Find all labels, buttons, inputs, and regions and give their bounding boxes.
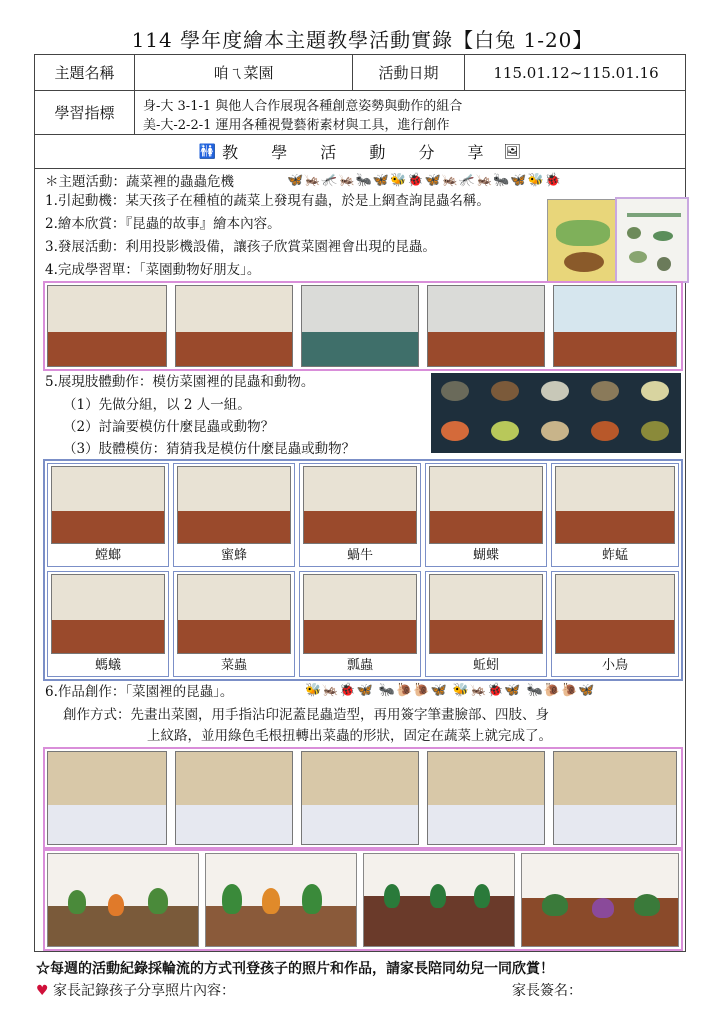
mimic-caption: 蚱蜢: [601, 548, 628, 563]
mimic-cell: [425, 463, 547, 567]
picture-icon: 🖼: [503, 143, 522, 160]
mimic-cell: [47, 463, 169, 567]
artwork-image: [205, 853, 357, 947]
step-1: 1.引起動機：某天孩子在種植的蔬菜上發現有蟲，於是上網查詢昆蟲名稱。: [45, 193, 490, 209]
mimic-cell: [299, 571, 421, 677]
class-photo: [301, 285, 419, 367]
parent-record-line: [36, 980, 235, 1000]
mimic-caption: 小鳥: [601, 658, 628, 673]
creation-photo: [47, 751, 167, 845]
mimic-cell: [425, 571, 547, 677]
heart-icon: ♥: [36, 983, 49, 999]
page-title: 114 學年度繪本主題教學活動實錄【白兔 1-20】: [131, 28, 594, 52]
share-heading: 教 學 活 動 分 享: [222, 143, 498, 162]
parent-sign-label: 家長簽名：: [512, 983, 582, 999]
mimic-cell: [173, 463, 295, 567]
step-5-item: （3）肢體模仿：猜猜我是模仿什麼昆蟲或動物？: [63, 441, 356, 457]
class-photo: [553, 285, 677, 367]
method-line-2: 上紋路，並用綠色毛根扭轉出菜蟲的形狀，固定在蔬菜上就完成了。: [147, 728, 552, 744]
artwork-image: [521, 853, 679, 947]
class-photo: [175, 285, 293, 367]
class-photo: [47, 285, 167, 367]
goals-text: [135, 91, 685, 134]
mimic-cell: [551, 571, 679, 677]
worksheet-image: [615, 197, 689, 283]
mimic-caption: 螞蟻: [94, 658, 121, 673]
insect-emoji-row: 🦋🦗🦟🦗🐜🦋🐝🐞🦋🦗🦟🦗🐜🦋🐝🐞: [287, 173, 562, 188]
mimic-caption: 菜蟲: [220, 658, 247, 673]
mimic-cell: [551, 463, 679, 567]
step-5: 5.展現肢體動作：模仿菜園裡的昆蟲和動物。: [45, 374, 315, 390]
mimic-caption: 蜜蜂: [220, 548, 247, 563]
creation-photo: [175, 751, 293, 845]
creation-photo: [301, 751, 419, 845]
step-6: 6.作品創作：「菜園裡的昆蟲」。: [45, 684, 234, 700]
step-5-item: （2）討論要模仿什麼昆蟲或動物？: [63, 419, 275, 435]
mimic-cell: [173, 571, 295, 677]
mimic-cell: [47, 571, 169, 677]
creation-photo: [427, 751, 545, 845]
notice-text: ☆每週的活動紀錄採輪流的方式刊登孩子的照片和作品，請家長陪同幼兒一同欣賞！: [36, 961, 554, 977]
date-label: 活動日期: [353, 55, 465, 90]
step-4: 4.完成學習單：「菜園動物好朋友」。: [45, 262, 261, 278]
goal-item: 美-大-2-2-1 運用各種視覺藝術素材與工具，進行創作: [143, 118, 450, 133]
header-row: [35, 55, 685, 91]
insect-emoji-row: 🐝🦗🐞🦋 🐜🐌🐌🦋 🐝🦗🐞🦋 🐜🐌🐌🦋: [305, 683, 596, 698]
people-icon: 🚻: [198, 143, 217, 160]
artwork-image: [363, 853, 515, 947]
insect-collage-image: [431, 373, 681, 453]
step-3: 3.發展活動：利用投影機設備，讓孩子欣賞菜園裡會出現的昆蟲。: [45, 239, 436, 255]
goals-row: [35, 91, 685, 135]
share-row: [35, 135, 685, 169]
mimic-caption: 蚯蚓: [472, 658, 499, 673]
activity-theme: ＊主題活動：蔬菜裡的蟲蟲危機: [45, 174, 234, 190]
picture-book-image: [547, 199, 621, 283]
mimic-cell: [299, 463, 421, 567]
mimic-caption: 瓢蟲: [346, 658, 373, 673]
record-sheet: [34, 54, 686, 952]
mimic-caption: 蝸牛: [346, 548, 373, 563]
mimic-caption: 蝴蝶: [472, 548, 499, 563]
goal-item: 身-大 3-1-1 與他人合作展現各種創意姿勢與動作的組合: [143, 99, 463, 114]
method-line-1: 創作方式：先畫出菜園，用手指沾印泥蓋昆蟲造型，再用簽字筆畫臉部、四肢、身: [63, 707, 549, 723]
step-2: 2.繪本欣賞：『昆蟲的故事』繪本內容。: [45, 216, 281, 232]
topic-value: 咱ㄟ菜園: [135, 55, 353, 90]
topic-label: 主題名稱: [35, 55, 135, 90]
parent-record-label: 家長記錄孩子分享照片內容：: [53, 983, 236, 999]
step-5-item: （1）先做分組，以 2 人一組。: [63, 397, 251, 413]
mimic-caption: 螳螂: [94, 548, 121, 563]
goals-label: 學習指標: [35, 91, 135, 134]
class-photo: [427, 285, 545, 367]
date-value: 115.01.12~115.01.16: [493, 63, 659, 82]
creation-photo: [553, 751, 677, 845]
artwork-image: [47, 853, 199, 947]
